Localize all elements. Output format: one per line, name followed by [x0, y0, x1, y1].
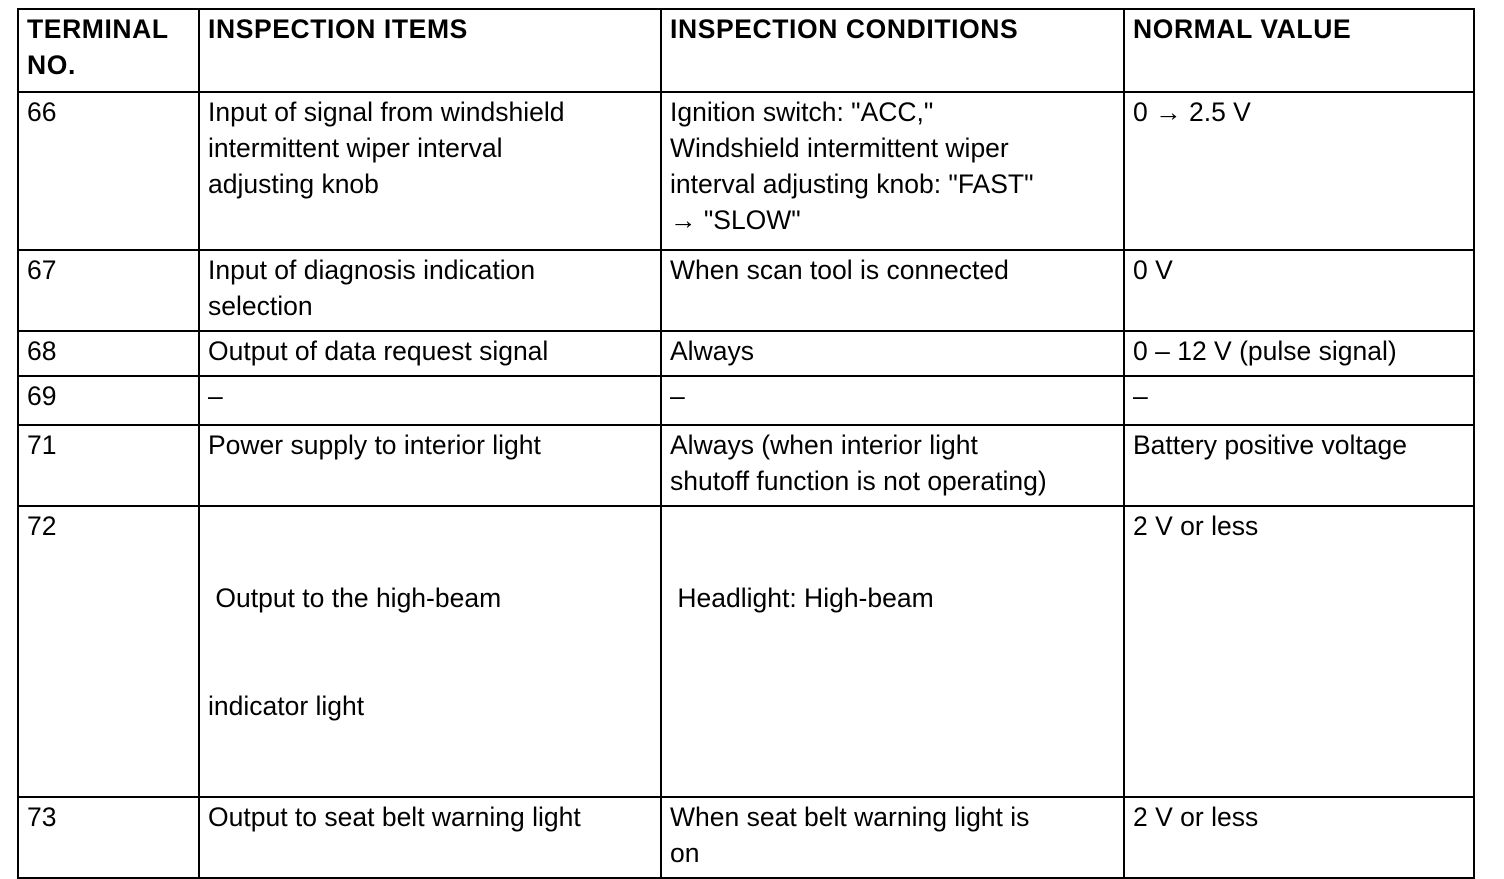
table-row: [18, 376, 1474, 425]
table-row: [18, 250, 1474, 331]
cell-inspection-condition: [661, 425, 1124, 506]
cell-line: indicator light: [208, 691, 365, 721]
cell-inspection-condition: [661, 331, 1124, 376]
cell-inspection-item: [199, 425, 661, 506]
cell-line: selection: [208, 291, 313, 321]
header-inspection-conditions: INSPECTION CONDITIONS: [661, 9, 1124, 92]
cell-inspection-item: [199, 331, 661, 376]
cell-normal-value: [1124, 506, 1474, 797]
cell-normal-value: [1124, 425, 1474, 506]
cell-line: 2 V or less: [1133, 802, 1259, 832]
cell-line: Windshield intermittent wiper: [670, 133, 1009, 163]
cell-normal-value: [1124, 797, 1474, 878]
cell-line: interval adjusting knob: "FAST": [670, 169, 1034, 199]
table-row: [18, 92, 1474, 250]
cell-line: adjusting knob: [208, 169, 379, 199]
header-terminal-no: [18, 9, 199, 92]
cell-normal-value: [1124, 376, 1474, 425]
cell-terminal: 69: [18, 376, 199, 425]
cell-line: Output to the high-beam: [208, 583, 502, 613]
cell-inspection-item: [199, 376, 661, 425]
cell-line: Input of signal from windshield: [208, 97, 565, 127]
header-inspection-items: INSPECTION ITEMS: [199, 9, 661, 92]
cell-line: Headlight: High-beam: [670, 583, 934, 613]
cell-line: Power supply to interior light: [208, 430, 541, 460]
cell-line: 2 V or less: [1133, 511, 1259, 541]
cell-terminal: 71: [18, 425, 199, 506]
cell-line: on: [670, 838, 700, 868]
table-header-row: [18, 9, 1474, 92]
cell-inspection-item: [199, 250, 661, 331]
header-normal-value: NORMAL VALUE: [1124, 9, 1474, 92]
cell-line: Always: [670, 336, 754, 366]
table-row: [18, 331, 1474, 376]
cell-inspection-item: [199, 92, 661, 250]
cell-line: –: [670, 381, 685, 411]
cell-inspection-condition: [661, 92, 1124, 250]
cell-inspection-condition: [661, 506, 1124, 797]
cell-inspection-condition: [661, 797, 1124, 878]
table-row: [18, 506, 1474, 797]
cell-line: When scan tool is connected: [670, 255, 1009, 285]
cell-inspection-item: [199, 506, 661, 797]
cell-line: 0 → 2.5 V: [1133, 97, 1251, 127]
inspection-table: [17, 8, 1475, 879]
cell-line: –: [208, 381, 223, 411]
cell-inspection-condition: [661, 250, 1124, 331]
cell-line: Ignition switch: "ACC,": [670, 97, 934, 127]
cell-line: Output to seat belt warning light: [208, 802, 581, 832]
cell-line: When seat belt warning light is: [670, 802, 1030, 832]
cell-line: –: [1133, 381, 1148, 411]
cell-terminal: 67: [18, 250, 199, 331]
cell-terminal: 68: [18, 331, 199, 376]
cell-normal-value: [1124, 250, 1474, 331]
cell-line: 0 – 12 V (pulse signal): [1133, 336, 1397, 366]
cell-inspection-item: [199, 797, 661, 878]
cell-inspection-condition: [661, 376, 1124, 425]
table-row: [18, 425, 1474, 506]
cell-line: intermittent wiper interval: [208, 133, 503, 163]
cell-terminal: 73: [18, 797, 199, 878]
cell-terminal: 72: [18, 506, 199, 797]
cell-normal-value: [1124, 331, 1474, 376]
cell-normal-value: [1124, 92, 1474, 250]
cell-line: Output of data request signal: [208, 336, 549, 366]
cell-line: Input of diagnosis indication: [208, 255, 536, 285]
table-row: [18, 797, 1474, 878]
cell-line: → "SLOW": [670, 205, 801, 235]
header-terminal-line1: TERMINAL: [27, 14, 169, 44]
header-terminal-line2: NO.: [27, 50, 76, 80]
inspection-table-container: [17, 8, 1475, 879]
cell-line: 0 V: [1133, 255, 1173, 285]
cell-line: Always (when interior light: [670, 430, 978, 460]
cell-line: Battery positive voltage: [1133, 430, 1407, 460]
cell-terminal: 66: [18, 92, 199, 250]
cell-line: shutoff function is not operating): [670, 466, 1047, 496]
